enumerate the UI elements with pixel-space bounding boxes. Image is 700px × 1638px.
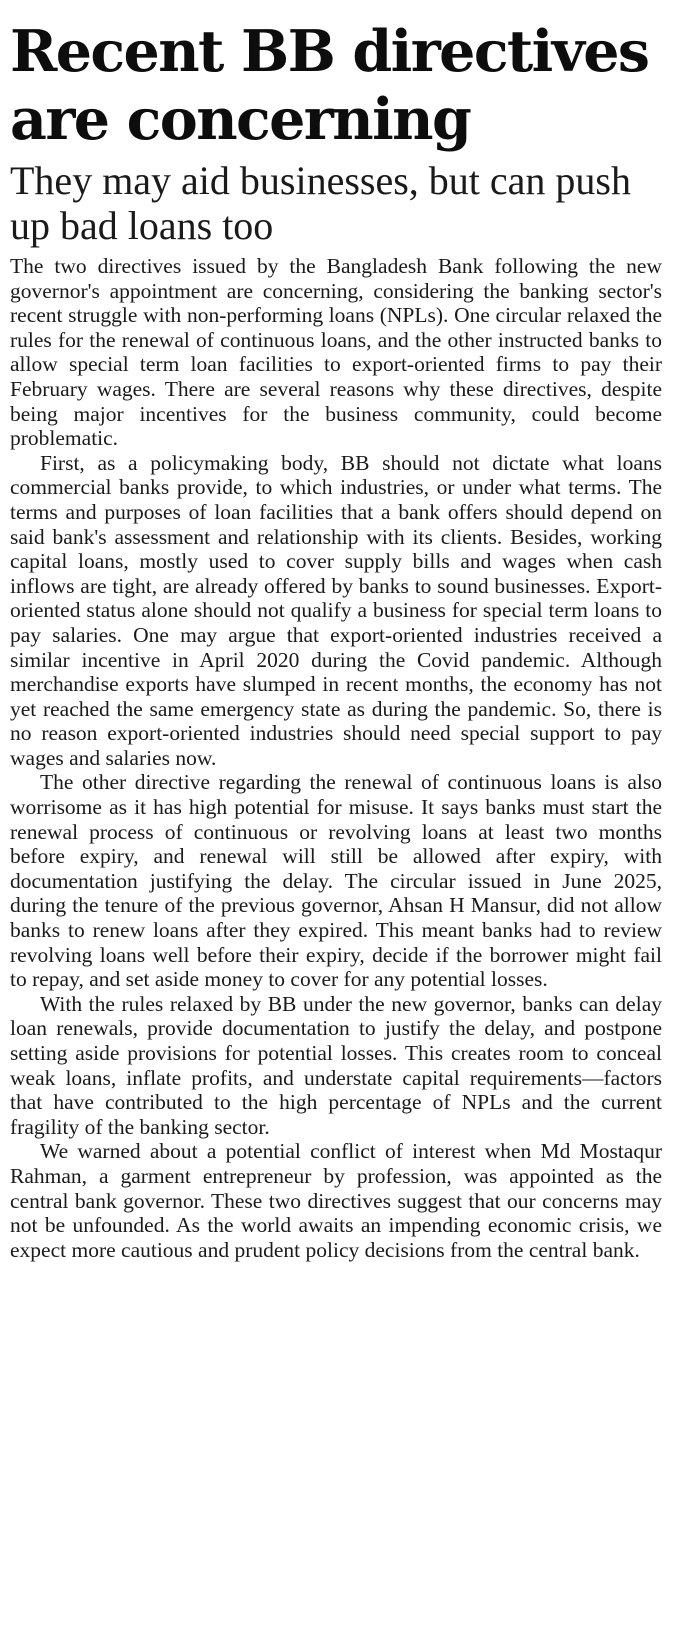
paragraph-3: The other directive regarding the renewal of continuous loans is also worrisome as it has high potential for misuse. It says banks must start the renewal process of continuous or revolving loans at least two months before expiry, and renewal will still be allowed after expiry, with documentation justifying the delay. The circular issued in June 2025, during the tenure of the previous governor, Ahsan H Mansur, did not allow banks to renew loans after they expired. This meant banks had to review revolving loans well before their expiry, decide if the borrower might fail to repay, and set aside money to cover for any potential losses. bbox=[10, 770, 662, 992]
article-body bbox=[10, 254, 662, 1262]
headline: Recent BB directives are concerning bbox=[10, 18, 649, 153]
paragraph-5: We warned about a potential conflict of interest when Md Mostaqur Rahman, a garment entrepreneur by profession, was appointed as the central bank governor. These two directives suggest that our concerns may not be unfounded. As the world awaits an impending economic crisis, we expect more cautious and prudent policy decisions from the central bank. bbox=[10, 1139, 662, 1262]
editorial-article bbox=[10, 18, 662, 1262]
subheadline: They may aid businesses, but can push up bad loans too bbox=[10, 158, 631, 248]
paragraph-4: With the rules relaxed by BB under the new governor, banks can delay loan renewals, provide documentation to justify the delay, and postpone setting aside provisions for potential losses. This creates room to conceal weak loans, inflate profits, and understate capital requirements—factors that have contributed to the high percentage of NPLs and the current fragility of the banking sector. bbox=[10, 991, 662, 1139]
paragraph-2: First, as a policymaking body, BB should not dictate what loans commercial banks provide, to which industries, or under what terms. The terms and purposes of loan facilities that a bank offers should depend on said bank's assessment and relationship with its clients. Besides, working capital loans, mostly used to cover supply bills and wages when cash inflows are tight, are already offered by banks to sound businesses. Export-oriented status alone should not qualify a business for special term loans to pay salaries. One may argue that export-oriented industries received a similar incentive in April 2020 during the Covid pandemic. Although merchandise exports have slumped in recent months, the economy has not yet reached the same emergency state as during the pandemic. So, there is no reason export-oriented industries should need special support to pay wages and salaries now. bbox=[10, 450, 662, 770]
paragraph-1: The two directives issued by the Bangladesh Bank following the new governor's appointment are concerning, considering the banking sector's recent struggle with non-performing loans (NPLs). One circular relaxed the rules for the renewal of continuous loans, and the other instructed banks to allow special term loan facilities to export-oriented firms to pay their February wages. There are several reasons why these directives, despite being major incentives for the business community, could become problematic. bbox=[10, 254, 662, 451]
